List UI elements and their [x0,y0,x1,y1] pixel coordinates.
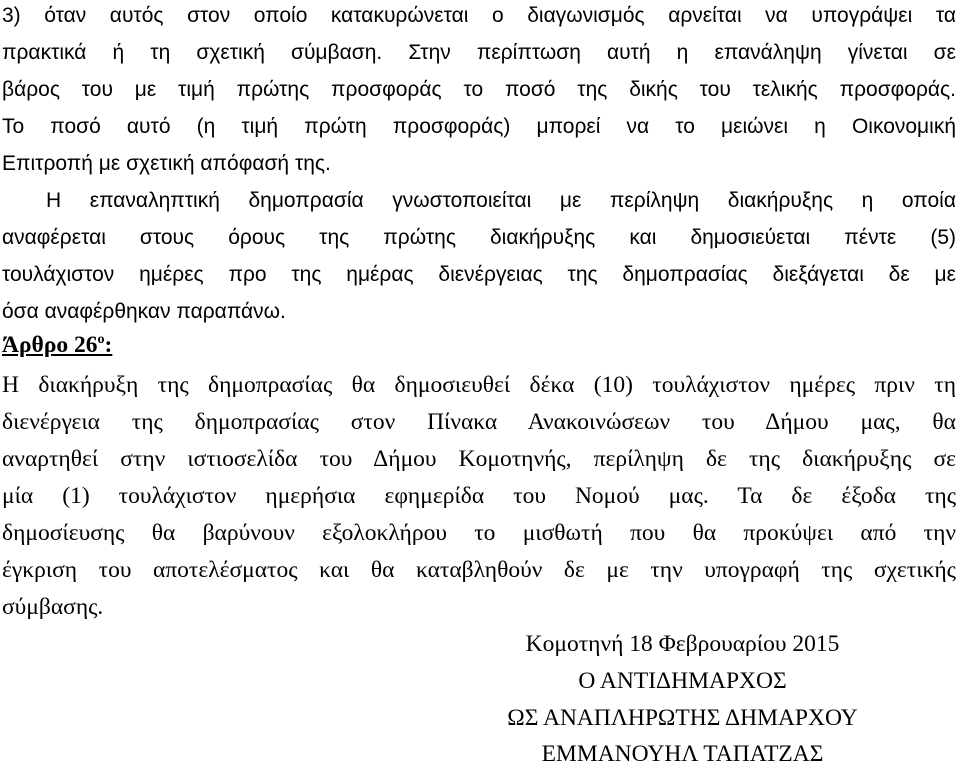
signature-role: ΩΣ ΑΝΑΠΛΗΡΩΤΗΣ ΔΗΜΑΡΧΟΥ [507,705,858,731]
text-line: 3) όταν αυτός στον οποίο κατακυρώνεται ο διαγωνισμός αρνείται να υπογράψει τα [2,4,956,27]
text-line: έγκριση του αποτελέσματος και θα καταβληθούν δε με την υπογραφή της σχετικής [2,557,956,583]
article-heading-text: Άρθρο 26 [2,332,98,358]
text-line: Η διακήρυξη της δημοπρασίας θα δημοσιευθεί δέκα (10) τουλάχιστον ημέρες πριν τη [2,372,956,398]
text-line: μία (1) τουλάχιστον ημερήσια εφημερίδα του Νομού μας. Τα δε έξοδα της [2,483,956,509]
text-line: όσα αναφέρθηκαν παραπάνω. [2,300,286,323]
text-line: Επιτροπή με σχετική απόφασή της. [2,152,331,175]
text-line: αναφέρεται στους όρους της πρώτης διακήρυξης και δημοσιεύεται πέντε (5) [2,226,956,249]
article-heading [2,334,112,358]
signature-name: ΕΜΜΑΝΟΥΗΛ ΤΑΠΑΤΖΑΣ [541,741,824,767]
text-line: Το ποσό αυτό (η τιμή πρώτη προσφοράς) μπορεί να το μειώνει η Οικονομική [2,115,956,138]
text-line: πρακτικά ή τη σχετική σύμβαση. Στην περίπτωση αυτή η επανάληψη γίνεται σε [2,41,956,64]
text-line: Η επαναληπτική δημοπρασία γνωστοποιείται με περίληψη διακήρυξης η οποία [46,189,956,212]
signature-place-date: Κομοτηνή 18 Φεβρουαρίου 2015 [525,631,840,657]
article-heading-colon: : [104,332,113,358]
text-line: τουλάχιστον ημέρες προ της ημέρας διενέργειας της δημοπρασίας διεξάγεται δε με [2,263,956,286]
text-line: σύμβασης. [2,594,104,620]
text-line: δημοσίευσης θα βαρύνουν εξολοκλήρου το μισθωτή που θα προκύψει από την [2,520,956,546]
text-line: αναρτηθεί στην ιστιοσελίδα του Δήμου Κομοτηνής, περίληψη δε της διακήρυξης σε [2,446,956,472]
article-heading-superscript: ο [97,332,105,347]
signature-title: Ο ΑΝΤΙΔΗΜΑΡΧΟΣ [578,668,787,694]
text-line: διενέργεια της δημοπρασίας στον Πίνακα Ανακοινώσεων του Δήμου μας, θα [2,409,956,435]
text-line: βάρος του με τιμή πρώτης προσφοράς το ποσό της δικής του τελικής προσφοράς. [2,78,956,101]
